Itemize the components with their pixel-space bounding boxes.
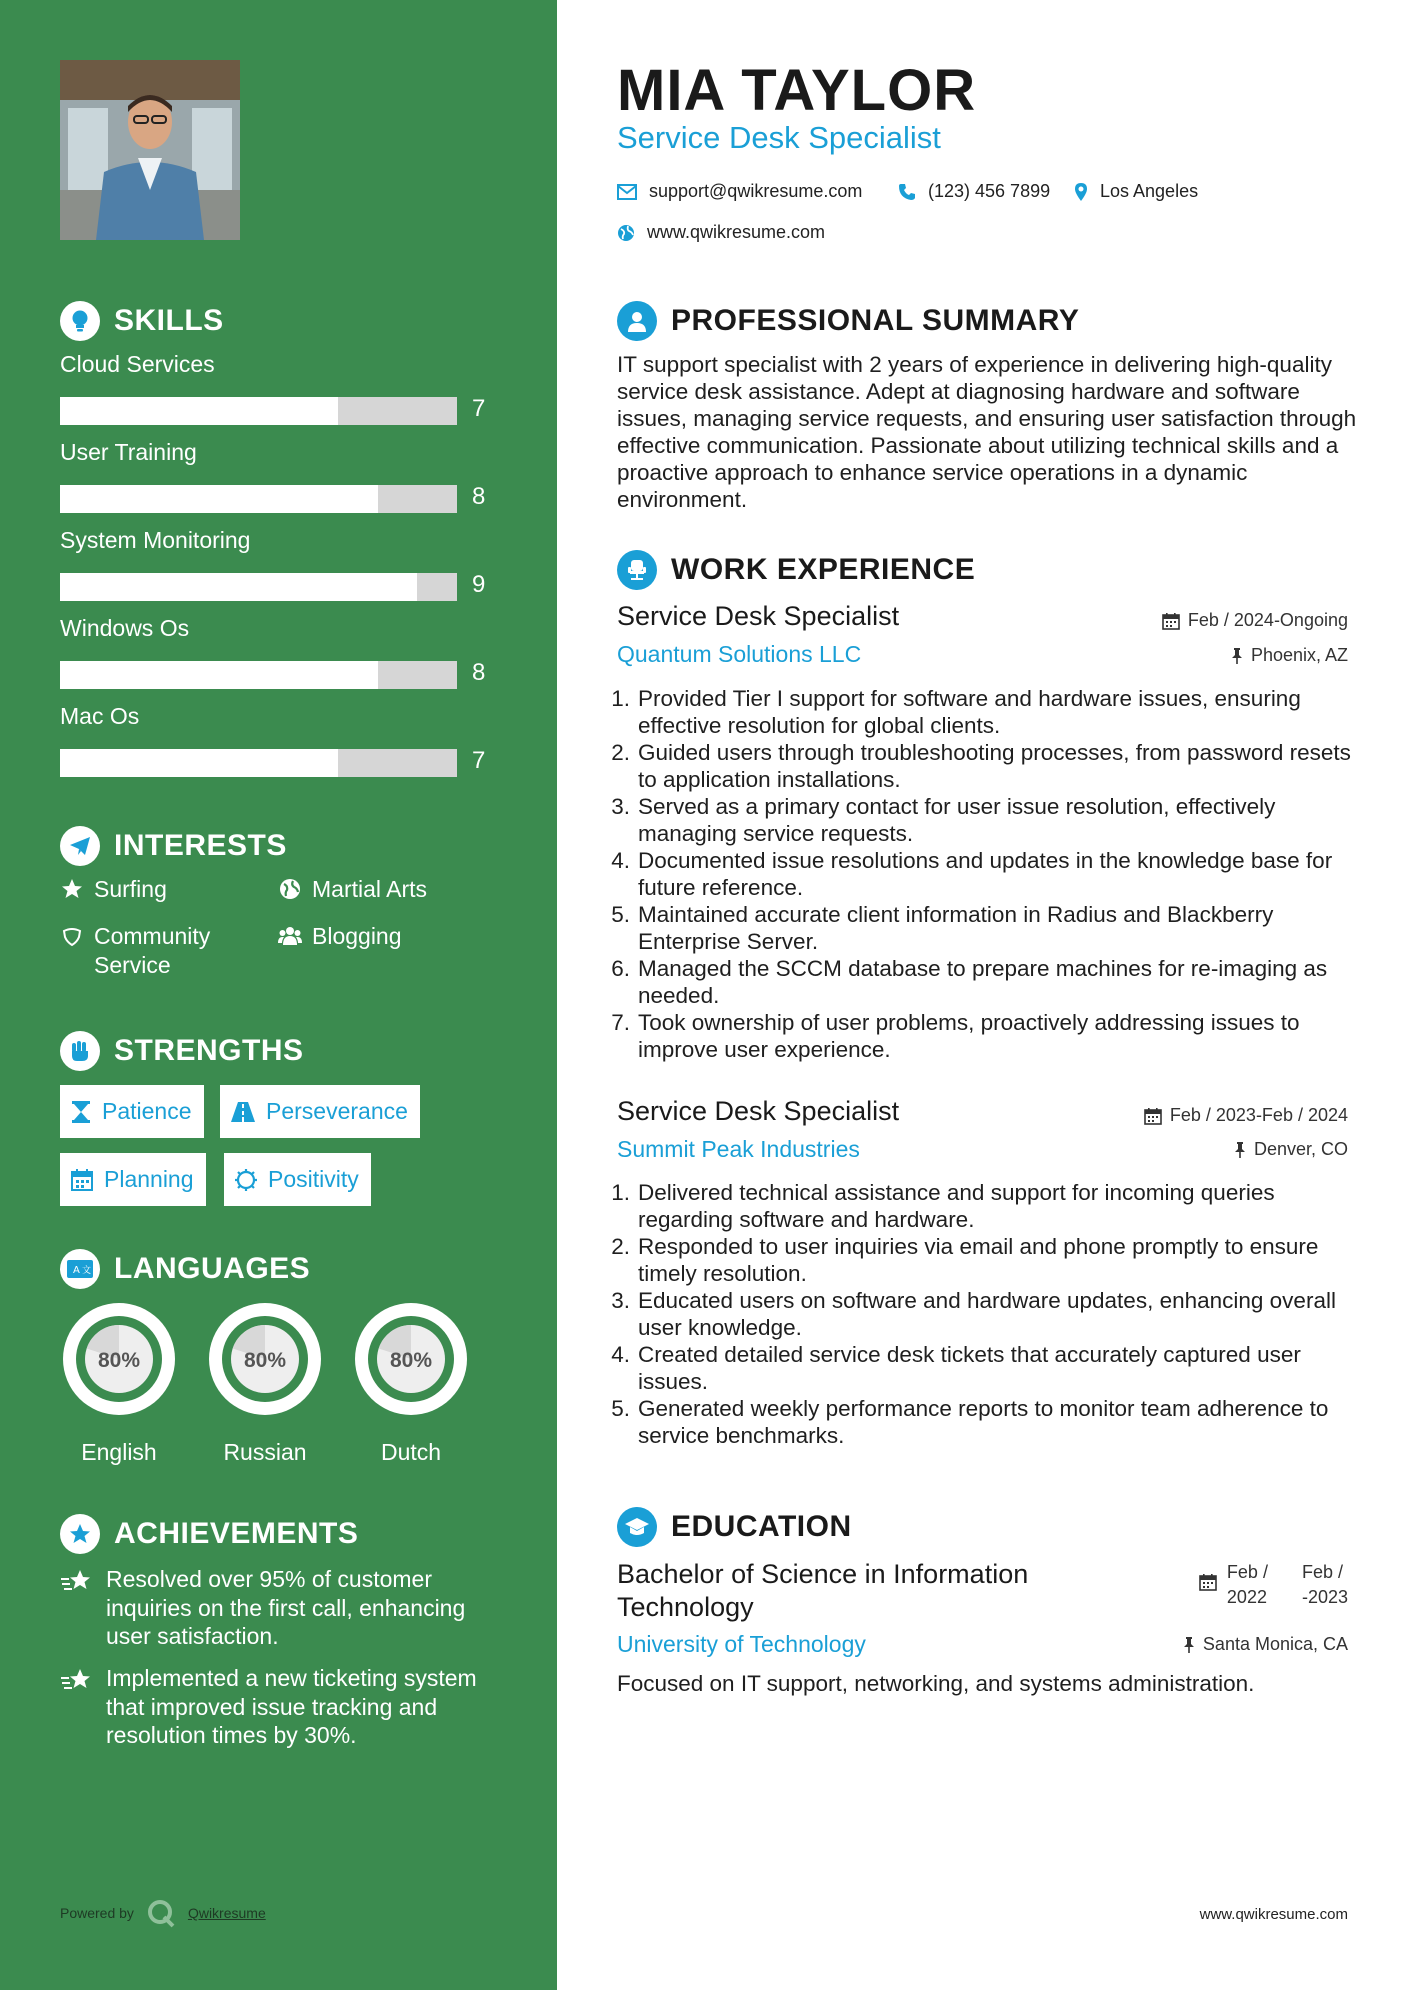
interest-item [60, 922, 240, 980]
shooting-star-icon [60, 1666, 96, 1696]
users-icon [278, 924, 302, 948]
skills-heading: SKILLS [60, 301, 224, 341]
skill-item [60, 615, 490, 686]
paper-plane-icon [60, 826, 100, 866]
achievement-text: Resolved over 95% of customer inquiries on the first call, enhancing user satisfaction. [106, 1566, 466, 1649]
language-percent: 80% [389, 1349, 433, 1372]
education-end: Feb / -2023 [1301, 1562, 1348, 1607]
globe-icon [278, 877, 302, 901]
contact-website[interactable] [617, 222, 825, 243]
shield-icon [60, 924, 84, 948]
skill-name: Cloud Services [60, 351, 215, 377]
list-item: 5. Maintained accurate client information in Radius and Blackberry Enterprise Server. [611, 902, 1274, 954]
strength-tag [220, 1085, 420, 1138]
skill-bar [60, 573, 457, 601]
calendar-icon [1162, 612, 1180, 630]
candidate-name: MIA TAYLOR [617, 58, 977, 123]
powered-by [60, 1898, 266, 1928]
shooting-star-icon [60, 1567, 96, 1597]
contact-phone[interactable] [898, 181, 1050, 202]
job-dates-text: Feb / 2024-Ongoing [1187, 610, 1348, 630]
pushpin-icon [1234, 1141, 1246, 1159]
skill-bar-fill [60, 661, 378, 689]
skill-name: User Training [60, 439, 197, 465]
website-text: www.qwikresume.com [647, 222, 826, 242]
achievements-heading: ACHIEVEMENTS [60, 1514, 358, 1554]
experience-heading: WORK EXPERIENCE [617, 550, 975, 590]
skill-level: 9 [472, 571, 486, 598]
map-pin-icon [1074, 182, 1088, 202]
strength-tag [224, 1153, 371, 1206]
sidebar [0, 0, 557, 1990]
star-badge-icon [60, 1514, 100, 1554]
language-percent: 80% [97, 1349, 141, 1372]
summary-text: IT support specialist with 2 years of experience in delivering high-quality service desk assistance. Adept at diagnosing hardware and software issues, managing service requests, and ensuring user satisfaction through effective communication. Passionate about utilizing technical skills and a proactive approach to enhance service operations in a dynamic environment. [617, 352, 1357, 512]
skill-bar [60, 661, 457, 689]
list-item: 2. Guided users through troubleshooting processes, from password resets to application installations. [611, 740, 1351, 792]
skill-bar [60, 397, 457, 425]
strength-label: Perseverance [266, 1098, 408, 1124]
language-ring [349, 1297, 473, 1421]
envelope-icon [617, 184, 637, 200]
qwikresume-link[interactable]: Qwikresume [187, 1905, 266, 1921]
language-percent: 80% [243, 1349, 287, 1372]
user-icon [617, 301, 657, 341]
achievement-item [60, 1664, 500, 1750]
education-school: University of Technology [617, 1631, 866, 1657]
translate-icon [60, 1249, 100, 1289]
skill-bar [60, 749, 457, 777]
job-role: Service Desk Specialist [617, 601, 900, 631]
strength-label: Planning [104, 1166, 194, 1192]
pushpin-icon [1183, 1636, 1195, 1654]
list-item: 3. Educated users on software and hardware updates, enhancing overall user knowledge. [611, 1288, 1336, 1340]
profile-photo [60, 60, 240, 240]
list-item: 6. Managed the SCCM database to prepare machines for re-imaging as needed. [611, 956, 1328, 1008]
language-name: English [81, 1439, 157, 1465]
candidate-title: Service Desk Specialist [617, 120, 941, 155]
job-dates-text: Feb / 2023-Feb / 2024 [1169, 1105, 1348, 1125]
list-item: 1. Provided Tier I support for software and hardware issues, ensuring effective resolution for global clients. [611, 686, 1301, 738]
fist-icon [60, 1031, 100, 1071]
education-dates [1199, 1560, 1348, 1610]
education-start: Feb / 2022 [1226, 1562, 1268, 1607]
education-location [1183, 1634, 1348, 1655]
powered-by-label: Powered by [60, 1905, 134, 1921]
interest-item [60, 875, 167, 904]
interest-item [278, 922, 402, 951]
job-bullets [610, 1179, 1360, 1449]
footer-url[interactable]: www.qwikresume.com [1199, 1906, 1348, 1923]
sun-icon [234, 1168, 258, 1192]
globe-icon [617, 224, 635, 242]
skill-level: 8 [472, 483, 486, 510]
job-dates [1162, 610, 1348, 631]
svg-text:文: 文 [82, 1266, 92, 1276]
phone-text: (123) 456 7899 [928, 181, 1051, 201]
job-company: Quantum Solutions LLC [617, 641, 862, 667]
skill-bar-fill [60, 749, 338, 777]
contact-location [1074, 181, 1198, 202]
calendar-icon [1199, 1573, 1217, 1591]
language-ring [57, 1297, 181, 1421]
skill-item [60, 439, 490, 510]
road-icon [230, 1101, 256, 1123]
language-item [203, 1297, 327, 1466]
education-degree: Bachelor of Science in Information Technology [617, 1559, 1029, 1622]
skill-name: Windows Os [60, 615, 190, 641]
interest-label: Martial Arts [312, 876, 428, 902]
interest-label: Surfing [94, 876, 167, 902]
job-location-text: Phoenix, AZ [1250, 645, 1348, 665]
list-item: 5. Generated weekly performance reports to monitor team adherence to service benchmarks. [611, 1396, 1329, 1448]
languages-heading: A 文 LANGUAGES [60, 1249, 310, 1289]
skill-bar-fill [60, 573, 417, 601]
skill-name: System Monitoring [60, 527, 251, 553]
contact-email[interactable] [617, 181, 862, 202]
office-chair-icon [617, 550, 657, 590]
language-item [349, 1297, 473, 1466]
list-item: 1. Delivered technical assistance and support for incoming queries regarding software and hardware. [611, 1180, 1275, 1232]
strengths-heading: STRENGTHS [60, 1031, 304, 1071]
strength-label: Positivity [268, 1166, 359, 1192]
list-item: 7. Took ownership of user problems, proactively addressing issues to improve user experience. [611, 1010, 1300, 1062]
skill-bar-fill [60, 485, 378, 513]
skill-level: 7 [472, 747, 486, 774]
skill-level: 8 [472, 659, 486, 686]
list-item: 4. Documented issue resolutions and updates in the knowledge base for future reference. [611, 848, 1333, 900]
calendar-icon [1144, 1107, 1162, 1125]
graduation-icon [617, 1507, 657, 1547]
job-location-text: Denver, CO [1253, 1139, 1348, 1159]
education-description: Focused on IT support, networking, and systems administration. [617, 1671, 1255, 1696]
summary-heading: PROFESSIONAL SUMMARY [617, 301, 1079, 341]
education-location-text: Santa Monica, CA [1202, 1634, 1348, 1654]
interest-label: Blogging [312, 923, 402, 949]
achievement-text: Implemented a new ticketing system that improved issue tracking and resolution times by 30%. [106, 1665, 477, 1748]
pushpin-icon [1231, 647, 1243, 665]
skill-name: Mac Os [60, 703, 140, 729]
language-name: Dutch [380, 1439, 442, 1465]
job-company: Summit Peak Industries [617, 1136, 860, 1162]
phone-icon [898, 183, 916, 201]
interest-item [278, 875, 427, 904]
job-location [1234, 1139, 1348, 1160]
skill-bar [60, 485, 457, 513]
job-bullets [610, 685, 1360, 1063]
calendar-icon [70, 1168, 94, 1192]
svg-text:A: A [73, 1265, 80, 1276]
job-dates [1144, 1105, 1348, 1126]
education-heading: EDUCATION [617, 1507, 852, 1547]
achievement-item [60, 1565, 500, 1651]
skill-item [60, 703, 490, 774]
list-item: 4. Created detailed service desk tickets that accurately captured user issues. [611, 1342, 1301, 1394]
qwikresume-logo-icon [146, 1898, 176, 1928]
language-ring [203, 1297, 327, 1421]
skill-bar-fill [60, 397, 338, 425]
list-item: 2. Responded to user inquiries via email and phone promptly to ensure timely resolution. [611, 1234, 1319, 1286]
location-text: Los Angeles [1100, 181, 1199, 201]
job-role: Service Desk Specialist [617, 1096, 900, 1126]
star-icon [60, 877, 84, 901]
language-name: Russian [223, 1439, 307, 1465]
strength-tag [60, 1153, 206, 1206]
hourglass-icon [70, 1100, 92, 1124]
strength-tag [60, 1085, 204, 1138]
skill-item [60, 527, 490, 598]
language-item [57, 1297, 181, 1466]
interests-heading: INTERESTS [60, 826, 287, 866]
skill-level: 7 [472, 395, 486, 422]
list-item: 3. Served as a primary contact for user issue resolution, effectively managing service requests. [611, 794, 1276, 846]
skill-item [60, 351, 490, 422]
strength-label: Patience [102, 1098, 192, 1124]
email-text: support@qwikresume.com [649, 181, 863, 201]
job-location [1231, 645, 1348, 666]
lightbulb-icon [60, 301, 100, 341]
interest-label: Community Service [94, 923, 211, 978]
